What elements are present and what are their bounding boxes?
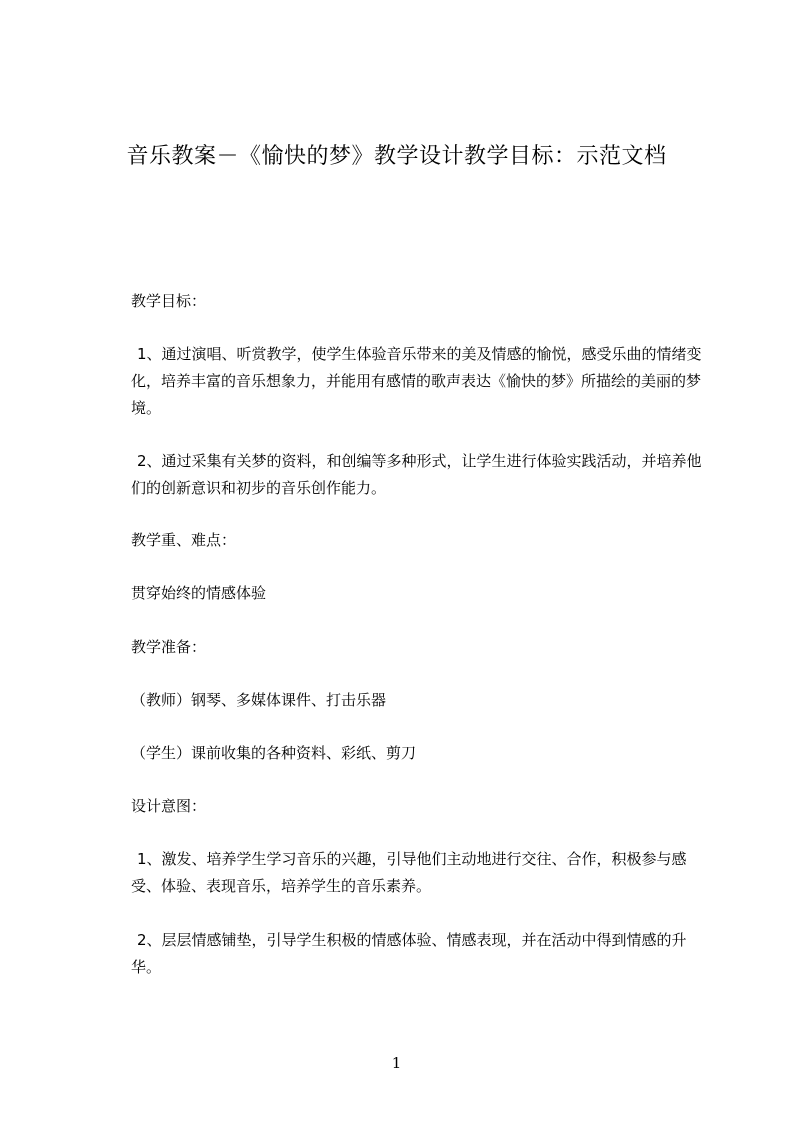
preparation-teacher: （教师）钢琴、多媒体课件、打击乐器 xyxy=(131,691,387,709)
document-title: 音乐教案－《愉快的梦》教学设计教学目标：示范文档 xyxy=(126,144,667,169)
objective-1-paragraph: 1、通过演唱、听赏教学，使学生体验音乐带来的美及情感的愉悦，感受乐曲的情绪变化，培养丰富的音乐想象力，并能用有感情的歌声表达《愉快的梦》所描绘的美丽的梦境。 xyxy=(131,345,702,417)
preparation-student: （学生）课前收集的各种资料、彩纸、剪刀 xyxy=(131,744,417,762)
design-heading: 设计意图： xyxy=(131,797,207,815)
key-points-text: 贯穿始终的情感体验 xyxy=(131,584,267,602)
preparation-heading: 教学准备： xyxy=(131,638,207,656)
objective-2-paragraph: 2、通过采集有关梦的资料，和创编等多种形式，让学生进行体验实践活动，并培养他们的创新意识和初步的音乐创作能力。 xyxy=(131,452,702,497)
design-2-paragraph: 2、层层情感铺垫，引导学生积极的情感体验、情感表现，并在活动中得到情感的升华。 xyxy=(131,931,687,976)
page-number: 1 xyxy=(391,1054,402,1072)
objectives-heading: 教学目标： xyxy=(131,292,207,310)
key-points-heading: 教学重、难点： xyxy=(131,531,237,549)
design-1-paragraph: 1、激发、培养学生学习音乐的兴趣，引导他们主动地进行交往、合作，积极参与感受、体验、表现音乐，培养学生的音乐素养。 xyxy=(131,850,687,895)
